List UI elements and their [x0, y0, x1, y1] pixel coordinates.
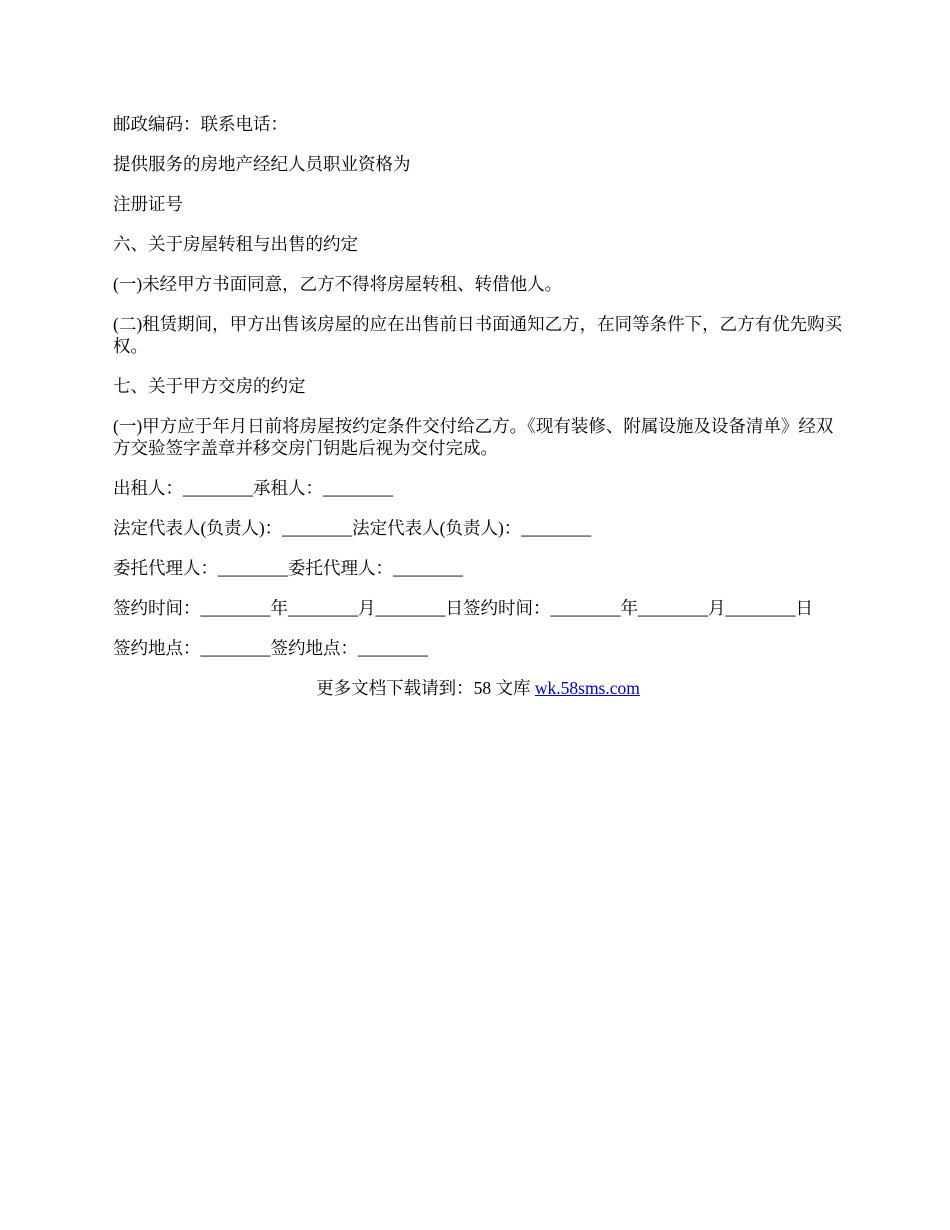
download-footer — [113, 677, 843, 699]
section-six-clause-1: (一)未经甲方书面同意，乙方不得将房屋转租、转借他人。 — [113, 274, 563, 294]
section-six-heading: 六、关于房屋转租与出售的约定 — [113, 234, 358, 254]
section-six-clause-2: (二)租赁期间，甲方出售该房屋的应在出售前日书面通知乙方，在同等条件下，乙方有优先购买权。 — [113, 314, 843, 356]
signing-date-line: 签约时间：________年________月________日签约时间：________年________月________日 — [113, 598, 813, 618]
section-seven-heading: 七、关于甲方交房的约定 — [113, 376, 306, 396]
footer-text: 更多文档下载请到：58 文库 — [316, 678, 535, 698]
footer-link[interactable]: wk.58sms.com — [534, 678, 640, 698]
registration-number-line: 注册证号 — [113, 194, 183, 214]
document-page — [113, 113, 843, 699]
section-seven-clause-1: (一)甲方应于年月日前将房屋按约定条件交付给乙方。《现有装修、附属设施及设备清单》经双方交验签字盖章并移交房门钥匙后视为交付完成。 — [113, 416, 834, 458]
legal-representative-line: 法定代表人(负责人)：________法定代表人(负责人)：________ — [113, 518, 592, 538]
signing-place-line: 签约地点：________签约地点：________ — [113, 638, 428, 658]
lessor-lessee-signature-line: 出租人：________承租人：________ — [113, 478, 393, 498]
agent-qualification-line: 提供服务的房地产经纪人员职业资格为 — [113, 154, 411, 174]
postal-code-line: 邮政编码：联系电话： — [113, 114, 288, 134]
authorized-agent-line: 委托代理人：________委托代理人：________ — [113, 558, 463, 578]
